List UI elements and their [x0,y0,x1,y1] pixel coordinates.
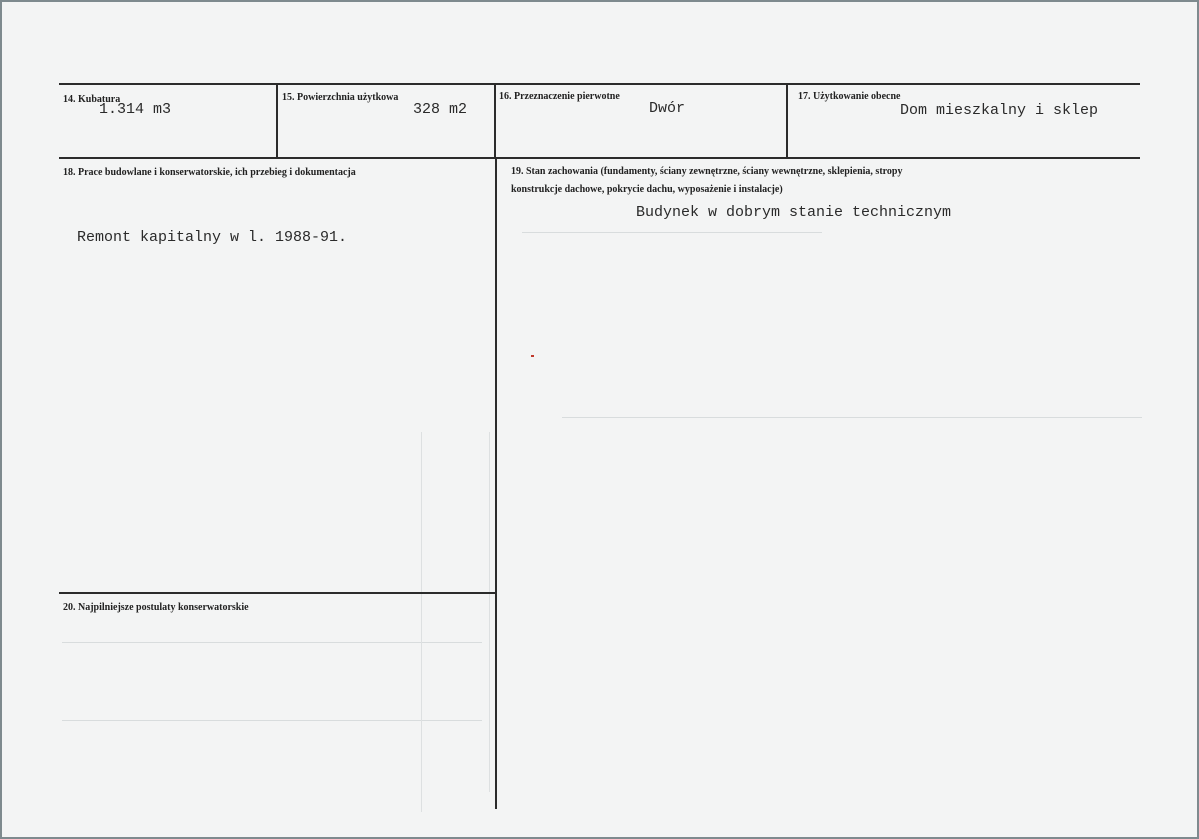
showthrough-line [62,642,482,643]
kubatura-label: 14. Kubatura [63,94,121,105]
prace-label: 18. Prace budowlane i konserwatorskie, ich przebieg i dokumentacja [63,167,356,178]
showthrough-line [562,417,1142,418]
stan-label-line2: konstrukcje dachowe, pokrycie dachu, wyposażenie i instalacje) [511,184,783,195]
showthrough-line [62,720,482,721]
divider-14-15 [276,83,278,159]
showthrough-line [421,432,422,812]
stan-value: Budynek w dobrym stanie technicznym [636,204,952,221]
uzytkowanie-value: Dom mieszkalny i sklep [900,102,1099,119]
top-rule [59,83,1140,85]
main-divider [495,157,497,809]
showthrough-line [489,432,490,792]
ink-speck [531,355,534,357]
przeznaczenie-value: Dwór [649,100,686,117]
powierzchnia-value: 328 m2 [413,101,468,118]
prace-value: Remont kapitalny w l. 1988-91. [77,229,348,246]
header-bottom-rule [59,157,1140,159]
uzytkowanie-label: 17. Użytkowanie obecne [798,91,901,102]
showthrough-line [522,232,822,233]
powierzchnia-label: 15. Powierzchnia użytkowa [282,92,399,103]
divider-16-17 [786,83,788,159]
section-20-rule [59,592,495,594]
stan-label-line1: 19. Stan zachowania (fundamenty, ściany zewnętrzne, ściany wewnętrzne, sklepienia, stropy [511,166,903,177]
kubatura-value: 1.314 m3 [99,101,172,118]
divider-15-16 [494,83,496,159]
przeznaczenie-label: 16. Przeznaczenie pierwotne [499,91,620,102]
postulaty-label: 20. Najpilniejsze postulaty konserwatorskie [63,602,249,613]
